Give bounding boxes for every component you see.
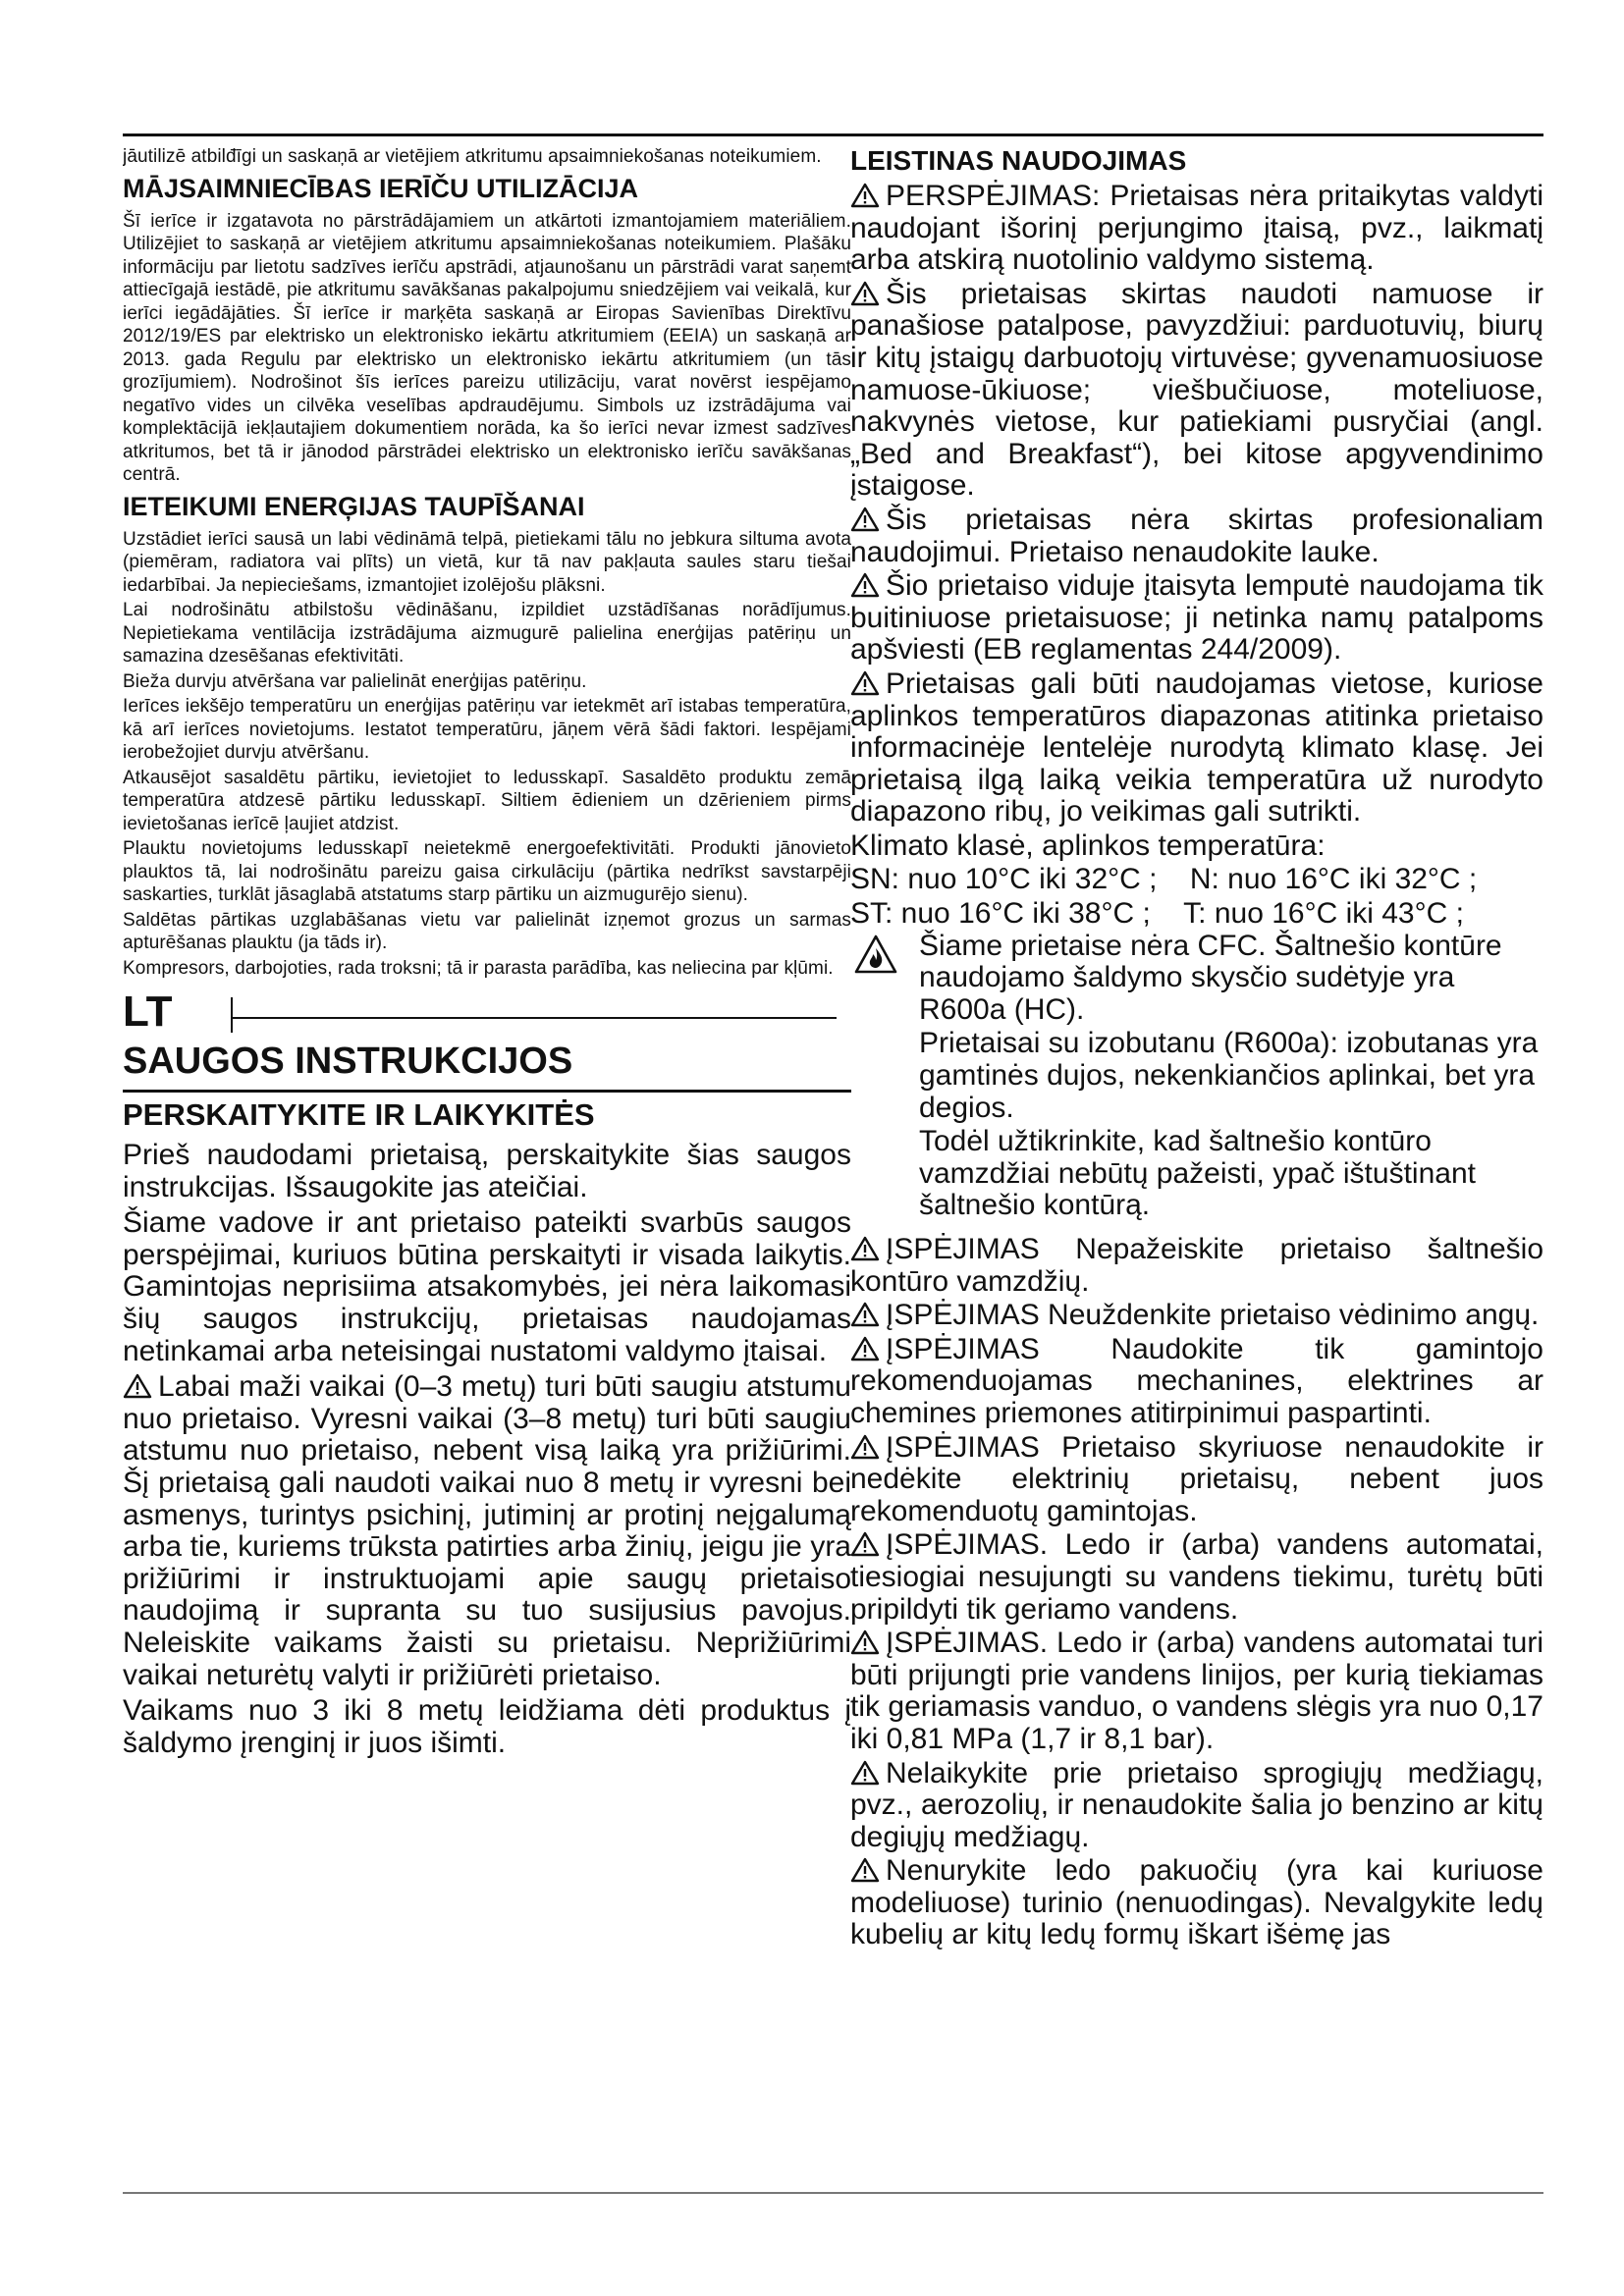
- warning-icon: [850, 1236, 880, 1261]
- lt-paragraph: Šiame vadove ir ant prietaiso pateikti svarbūs saugos perspėjimai, kuriuos būtina perskaityti ir visada laikytis. Gamintojas neprisiima atsakomybės, jei nėra laikomasi šių saugos instrukcijų, prietaisas naudojamas netinkamai arba neteisingai nustatomi valdymo įtaisai.: [123, 1206, 851, 1367]
- lv-intro: jāutilizē atbilđīgi un saskaņā ar vietējiem atkritumu apsaimniekošanas noteikumiem.: [123, 146, 822, 167]
- lv-energy-paragraph: Saldētas pārtikas uzglabāšanas vietu var palielināt izņemot grozus un sarmas apturēšanas plauktu (ja tāds ir).: [123, 909, 851, 953]
- top-rule: [123, 133, 1543, 136]
- refrigerant-paragraph: Prietaisai su izobutanu (R600a): izobutanas yra gamtinės dujos, nekenkiančios aplinkai, bet yra degios.: [919, 1027, 1539, 1124]
- permitted-use-heading: LEISTINAS NAUDOJIMAS: [850, 145, 1187, 176]
- right-column: [850, 145, 1543, 2177]
- climate-row: [850, 864, 1543, 896]
- warning-paragraph: PERSPĖJIMAS: Prietaisas nėra pritaikytas valdyti naudojant išorinį perjungimo įtaisą, pvz., laikmatį arba atskirą nuotolinio valdymo sistemą.: [850, 180, 1543, 277]
- warning-icon: [850, 1760, 880, 1786]
- lv-energy-paragraph: Kompresors, darbojoties, rada troksni; tā ir parasta parādība, kas neliecina par kļūmi.: [123, 957, 834, 979]
- warning-paragraph: Šio prietaiso viduje įtaisyta lemputė naudojama tik buitiniuose prietaisuose; ji netinka namų patalpoms apšviesti (EB reglamentas 244/2009).: [850, 569, 1543, 667]
- warning-paragraph: ĮSPĖJIMAS Prietaiso skyriuose nenaudokite ir nedėkite elektrinių prietaisų, nebent juos rekomenduotų gamintojas.: [850, 1430, 1543, 1527]
- warning-paragraph: Šis prietaisas skirtas naudoti namuose ir panašiose patalpose, pavyzdžiui: parduotuvių, biurų ir kitų įstaigų darbuotojų virtuvėse; gyvenamuosiuose namuose-ūkiuose; viešbučiuose, moteliuose, nakvynės vietose, kur patiekiami pusryčiai (angl. „Bed and Breakfast“), bei kitose apgyvendinimo įstaigose.: [850, 277, 1543, 503]
- lt-left-body: [123, 1140, 851, 1759]
- lv-energy-paragraph: Lai nodrošinātu atbilstošu vēdināšanu, izpildiet uzstādīšanas norādījumus. Nepietiekama ventilācija izstrādājuma aizmugurē palielina enerģijas patēriņu un samazina dzesēšanas efektivitāti.: [123, 600, 851, 667]
- bottom-rule: [123, 2192, 1543, 2194]
- left-column: [123, 145, 851, 2177]
- warning-icon: [850, 670, 880, 696]
- climate-class: SN: nuo 10°C iki 32°C ;: [850, 863, 1158, 896]
- warning-icon: [850, 1531, 880, 1557]
- warning-paragraph: ĮSPĖJIMAS. Ledo ir (arba) vandens automatai turi būti prijungti prie vandens linijos, per kurią tiekiamas tik geriamasis vanduo, o vandens slėgis yra nuo 0,17 iki 0,81 MPa (1,7 ir 8,1 bar).: [850, 1627, 1543, 1755]
- lt-section-header: [123, 988, 851, 1134]
- language-rule: [231, 1017, 837, 1019]
- lv-disposal-text: Šī ierīce ir izgatavota no pārstrādājamiem un atkārtoti izmantojamiem materiāliem. Utilizējiet to saskaņā ar vietējiem atkritumu apsaimniekošanas noteikumiem. Plašāku informāciju par lietotu sadzīves ierīču apstrādi, atjaunošanu un pārstrādi varat saņemt attiecīgajā iestādē, pie atkritumu savākšanas pakalpojumu sniedzējiem vai veikalā, kur ierīci iegādājāties. Šī ierīce ir marķēta saskaņā ar Eiropas Savienības Direktīvu 2012/19/ES par elektrisko un elektronisko iekārtu atkritumiem (EEIA) un saskaņā ar 2013. gada Regulu par elektrisko un elektronisko iekārtu atkritumiem (un tās grozījumiem). Nodrošinot šīs ierīces pareizu utilizāciju, varat novērst iespējamo negatīvo vides un cilvēka veselības apdraudējumu. Simbols uz izstrādājuma vai komplektācijā iekļautajiem dokumentiem norāda, ka šo ierīci nevar izmest sadzīves atkritumos, bet tā ir jānodod pārstrādei elektrisko un elektronisko ierīču savākšanas centrā.: [123, 210, 851, 485]
- warning-paragraph: ĮSPĖJIMAS Neuždenkite prietaiso vėdinimo angų.: [850, 1300, 1543, 1332]
- climate-heading: Klimato klasė, aplinkos temperatūra:: [850, 828, 1326, 862]
- lt-paragraph: Prieš naudodami prietaisą, perskaitykite šias saugos instrukcijas. Išsaugokite jas ateičiai.: [123, 1139, 851, 1203]
- lv-energy-paragraph: Plauktu novietojums ledusskapī neietekmē energoefektivitāti. Produkti jānovieto plauktos tā, lai nodrošinātu pareizu gaisa cirkulāciju (pārtika nedrīkst savstarpēji saskarties, turklāt jāsaglabā atstatums starp pārtiku un aizmugurējo sienu).: [123, 838, 851, 905]
- climate-class: ST: nuo 16°C iki 38°C ;: [850, 897, 1151, 931]
- lv-energy-paragraph: Ierīces iekšējo temperatūru un enerģijas patēriņu var ietekmēt arī istabas temperatūra, kā arī ierīces novietojums. Iestatot temperatūru, jāņem vērā šādi faktori. Iespējami ierobežojiet durvju atvēršanu.: [123, 696, 851, 763]
- language-tick: [231, 997, 233, 1033]
- climate-row: [850, 898, 1543, 931]
- language-code: LT: [123, 988, 173, 1036]
- warning-icon: [850, 1857, 880, 1883]
- warning-icon: [850, 507, 880, 532]
- warning-icon: [850, 1434, 880, 1460]
- lt-subtitle: PERSKAITYKITE IR LAIKYKITĖS: [123, 1090, 851, 1134]
- lv-energy-heading: IETEIKUMI ENERĢIJAS TAUPĪŠANAI: [123, 491, 585, 521]
- warning-paragraph: ĮSPĖJIMAS. Ledo ir (arba) vandens automatai, tiesiogiai nesujungti su vandens tiekimu, turėtų būti pripildyti tik geriamo vandens.: [850, 1528, 1543, 1626]
- refrigerant-paragraph: Todėl užtikrinkite, kad šaltnešio kontūro vamzdžiai nebūtų pažeisti, ypač ištuštinant šaltnešio kontūrą.: [919, 1125, 1476, 1222]
- lv-disposal-heading: MĀJSAIMNIECĪBAS IERĪČU UTILIZĀCIJA: [123, 173, 639, 203]
- warning-icon: [850, 281, 880, 306]
- warning-icon: [850, 572, 880, 598]
- lv-energy-paragraph: Uzstādiet ierīci sausā un labi vēdināmā telpā, pietiekami tālu no jebkura siltuma avota (piemēram, radiatora vai plīts) un vietā, kur tā nav pakļauta saules staru tiešai iedarbībai. Ja nepieciešams, izmantojiet izolējošu plāksni.: [123, 528, 851, 596]
- warning-paragraph: Šis prietaisas nėra skirtas profesionaliam naudojimui. Prietaiso nenaudokite lauke.: [850, 503, 1543, 568]
- lv-energy-paragraph: Bieža durvju atvēršana var palielināt enerģijas patēriņu.: [123, 670, 587, 692]
- warning-paragraph: Nenurykite ledo pakuočių (yra kai kuriuose modeliuose) turinio (nenuodingas). Nevalgykite ledų kubelių ar kitų ledų formų iškart išėmę jas: [850, 1854, 1543, 1951]
- warning-paragraph: ĮSPĖJIMAS Naudokite tik gamintojo rekomenduojamas mechanines, elektrines ar chemines priemones atitirpinimui paspartinti.: [850, 1332, 1543, 1429]
- refrigerant-paragraph: Šiame prietaise nėra CFC. Šaltnešio kontūre naudojamo šaldymo skysčio sudėtyje yra R600a (HC).: [919, 929, 1502, 1026]
- flammable-warning-icon: [854, 934, 897, 974]
- lv-energy-paragraph: Atkausējot sasaldētu pārtiku, ievietojiet to ledusskapī. Sasaldēto produktu zemā temperatūra atdzesē pārtiku ledusskapī. Siltiem ēdieniem un dzērieniem pirms ievietošanas ierīcē ļaujiet atdzist.: [123, 767, 851, 834]
- warning-icon: [850, 1336, 880, 1362]
- climate-class: T: nuo 16°C iki 43°C ;: [1183, 897, 1464, 931]
- refrigerant-block: [850, 931, 1543, 1222]
- warning-paragraph: Nelaikykite prie prietaiso sprogiųjų medžiagų, pvz., aerozolių, ir nenaudokite šalia jo benzino ar kitų degiųjų medžiagų.: [850, 1756, 1543, 1853]
- warning-icon: [850, 183, 880, 208]
- latvian-section: [123, 145, 851, 980]
- warning-icon: [123, 1373, 152, 1399]
- children-products: Vaikams nuo 3 iki 8 metų leidžiama dėti produktus į šaldymo įrenginį ir juos išimti.: [123, 1694, 851, 1759]
- warning-icon: [850, 1302, 880, 1327]
- warning-paragraph: ĮSPĖJIMAS Nepažeiskite prietaiso šaltnešio kontūro vamzdžių.: [850, 1233, 1543, 1298]
- warning-paragraph: Prietaisas gali būti naudojamas vietose, kuriose aplinkos temperatūros diapazonas atitinka prietaiso informacinėje lentelėje nurodytą klimato klasę. Jei prietaisą ilgą laiką veikia temperatūra už nurodyto diapazono ribų, jo veikimas gali sutrikti.: [850, 667, 1543, 828]
- climate-class: N: nuo 16°C iki 32°C ;: [1189, 863, 1478, 896]
- lt-title: SAUGOS INSTRUKCIJOS: [123, 1041, 573, 1082]
- children-warning: Labai maži vaikai (0–3 metų) turi būti saugiu atstumu nuo prietaiso. Vyresni vaikai (3–8 metų) turi būti saugiu atstumu nuo prietaiso, nebent visą laiką yra prižiūrimi. Šį prietaisą gali naudoti vaikai nuo 8 metų ir vyresni bei asmenys, turintys psichinį, jutiminį ar protinį neįgalumą arba tie, kuriems trūksta patirties arba žinių, jeigu jie yra prižiūrimi ir instruktuojami apie saugų prietaiso naudojimą ir supranta su tuo susijusius pavojus. Neleiskite vaikams žaisti su prietaisu. Neprižiūrimi vaikai neturėtų valyti ir prižiūrėti prietaiso.: [123, 1370, 851, 1691]
- warning-icon: [850, 1629, 880, 1655]
